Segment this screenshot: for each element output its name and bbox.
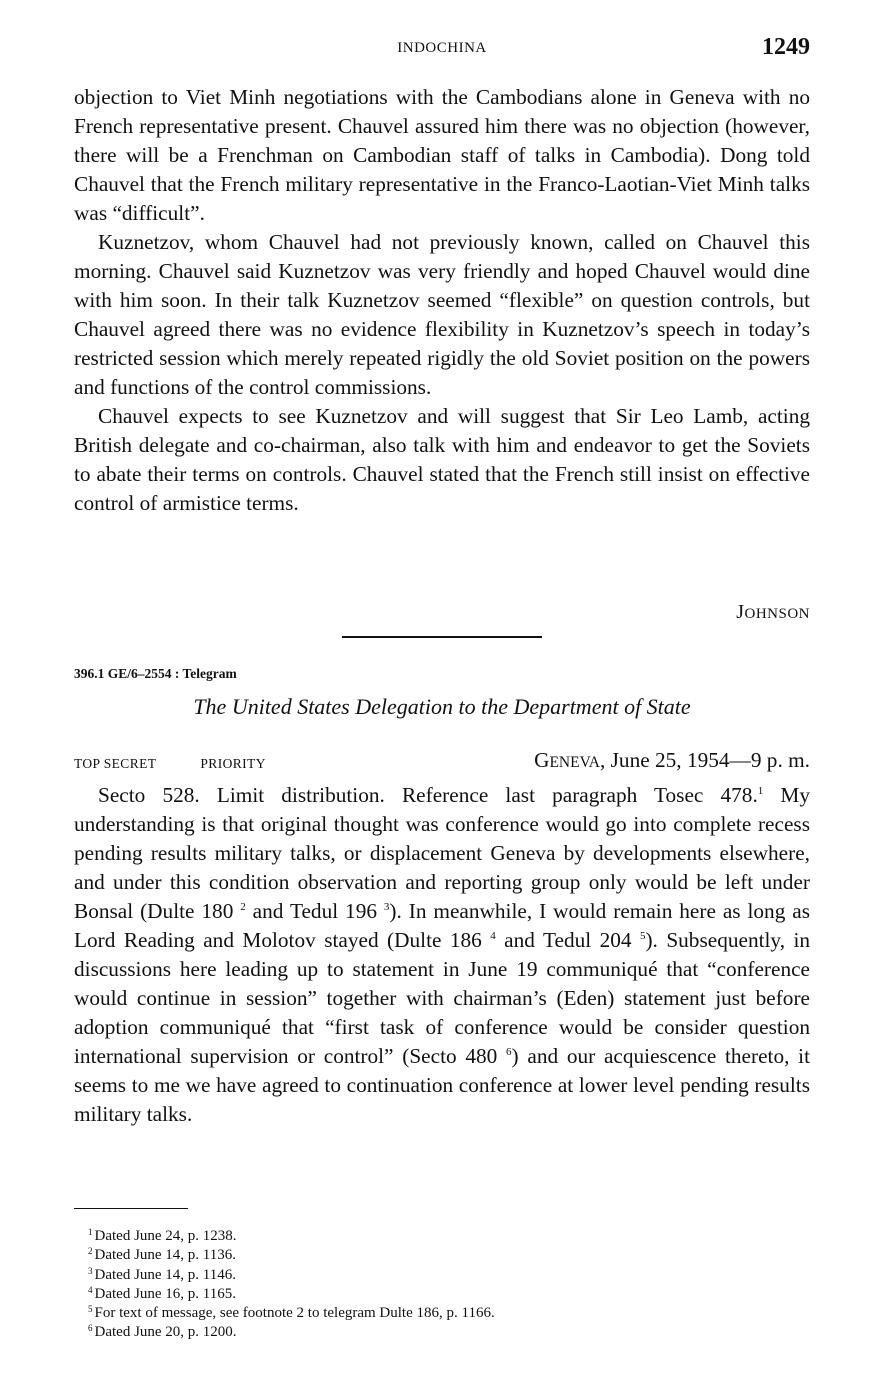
footnote-rule: [74, 1208, 188, 1209]
date-text: , June 25, 1954—9 p. m.: [599, 748, 810, 772]
signature-initial: J: [736, 601, 745, 623]
footnote: $^6$ Dated June 20, p. 1200.: [88, 1323, 237, 1341]
footnote: $^4$ Dated June 16, p. 1165.: [88, 1284, 237, 1302]
running-title: INDOCHINA: [397, 40, 487, 56]
document-title: The United States Delegation to the Department of State: [193, 694, 691, 719]
signature: [736, 601, 810, 624]
signature-rest: OHNSON: [744, 606, 810, 622]
footnote-ref: 3: [383, 901, 390, 913]
footnote: $^1$ Dated June 24, p. 1238.: [88, 1227, 237, 1244]
footnote: $^5$ For text of message, see footnote 2 to telegram Dulte 186, p. 1166.: [88, 1304, 495, 1322]
file-reference: 396.1 GE/6–2554 : Telegram: [74, 666, 237, 681]
footnote-ref: 1: [757, 785, 764, 797]
footnote: $^3$ Dated June 14, p. 1146.: [88, 1265, 237, 1283]
footnotes: [88, 1227, 808, 1343]
footnote-ref: 5: [639, 930, 646, 942]
continued-telegram-text: [74, 83, 810, 518]
telegram-body: [74, 781, 810, 1129]
dateline: [534, 748, 810, 773]
footnote: $^2$ Dated June 14, p. 1136.: [88, 1246, 237, 1264]
classification: TOP SECRET: [74, 756, 157, 771]
footnote-ref: 4: [490, 930, 496, 942]
classification-line: [74, 756, 310, 772]
precedence: PRIORITY: [200, 756, 266, 771]
footnote-ref: 6: [506, 1046, 512, 1058]
paragraph: objection to Viet Minh negotiations with the Cambodians alone in Geneva with no French representative present. Chauvel assured him there was no objection (however, there will be a Frenchman on Cambodian staff of talks in Cambodia). Dong told Chauvel that the French military representative in the Franco-Laotian-Viet Minh talks was “difficult”.: [74, 85, 810, 225]
footnote-ref: 2: [240, 901, 246, 913]
section-divider: [342, 636, 542, 638]
running-header: [74, 36, 810, 62]
paragraph: Secto 528. Limit distribution. Reference last paragraph Tosec 478.$^1$ My understanding is that original thought was conference would go into complete recess pending results military talks, or displacement Geneva by developments elsewhere, and under this condition observation and reporting group only would be left under Bonsal (Dulte 180 $^2$ and Tedul 196 $^3$). In meanwhile, I would remain here as long as Lord Reading and Molotov stayed (Dulte 186 $^4$ and Tedul 204 $^5$). Subsequently, in discussions here leading up to statement in June 19 communiqué that “conference would continue in session” together with chairman’s (Eden) statement just before adoption communiqué that “first task of conference would be consider question international supervision or control” (Secto 480 $^6$) and our acquiescence thereto, it seems to me we have agreed to continuation conference at lower level pending results military talks.: [74, 783, 811, 1126]
place-rest: ENEVA: [549, 754, 600, 771]
paragraph: Kuznetzov, whom Chauvel had not previously known, called on Chauvel this morning. Chauvel said Kuznetzov was very friendly and hoped Chauvel would dine with him soon. In their talk Kuznetzov seemed “flexible” on question controls, but Chauvel agreed there was no evidence flexibility in Kuznetzov’s speech in today’s restricted session which merely repeated rigidly the old Soviet position on the powers and functions of the control commissions.: [74, 230, 810, 399]
place-initial: G: [534, 748, 550, 772]
page-number: 1249: [762, 34, 810, 60]
paragraph: Chauvel expects to see Kuznetzov and will suggest that Sir Leo Lamb, acting British delegate and co-chairman, also talk with him and endeavor to get the Soviets to abate their terms on controls. Chauvel stated that the French still insist on effective control of armistice terms.: [74, 404, 810, 515]
